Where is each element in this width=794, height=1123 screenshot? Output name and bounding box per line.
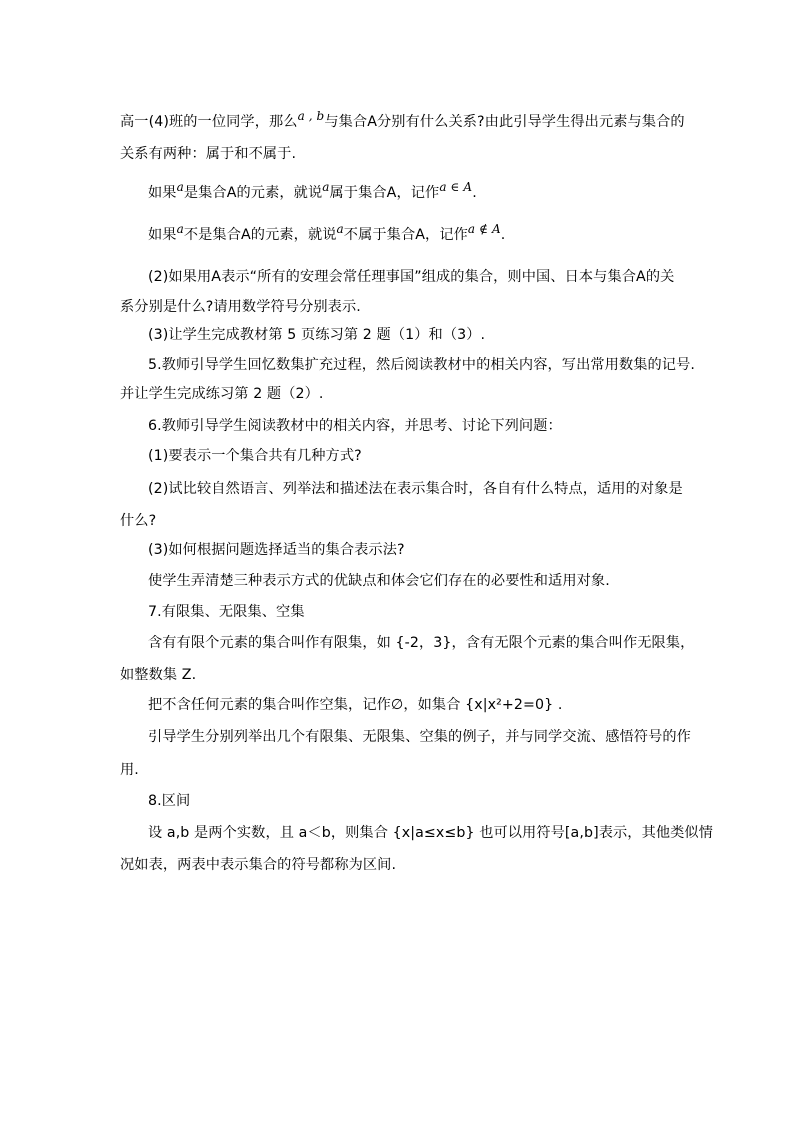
paragraph-line: 含有有限个元素的集合叫作有限集，如 {-2，3}，含有无限个元素的集合叫作无限集， [148, 635, 695, 651]
paragraph-line: 如整数集 Z. [120, 667, 197, 683]
math-symbol: a [322, 180, 330, 194]
paragraph-line: 引导学生分别列举出几个有限集、无限集、空集的例子，并与同学交流、感悟符号的作 [148, 729, 691, 745]
paragraph-line [120, 109, 685, 132]
paragraph-line: 5.教师引导学生回忆数集扩充过程，然后阅读教材中的相关内容，写出常用数集的记号. [148, 357, 695, 373]
paragraph-line [148, 180, 477, 203]
text-run: . [500, 227, 506, 243]
paragraph-line: 并让学生完成练习第 2 题（2）. [120, 386, 324, 402]
text-run: 如果 [148, 227, 177, 243]
section-heading: 7.有限集、无限集、空集 [148, 604, 305, 620]
paragraph-line: (2)试比较自然语言、列举法和描述法在表示集合时，各自有什么特点，适用的对象是 [148, 481, 683, 497]
text-run: 不属于集合A，记作 [343, 227, 468, 243]
text-run: 不是集合A的元素，就说 [183, 227, 337, 243]
paragraph-line: 用. [120, 762, 139, 778]
math-symbol: a , b [297, 109, 325, 123]
paragraph-line: 使学生弄清楚三种表示方式的优缺点和体会它们存在的必要性和适用对象. [148, 573, 610, 589]
paragraph-line: (1)要表示一个集合共有几种方式? [148, 448, 362, 464]
paragraph-line: 什么? [120, 513, 157, 529]
text-run: 与集合A分别有什么关系?由此引导学生得出元素与集合的 [324, 114, 685, 130]
paragraph-line: 关系有两种：属于和不属于. [120, 146, 297, 162]
section-heading: 8.区间 [148, 793, 191, 809]
paragraph-line: 把不含任何元素的集合叫作空集，记作∅，如集合 {x|x²+2=0} . [148, 697, 563, 713]
text-run: 属于集合A，记作 [329, 185, 440, 201]
paragraph-line: (2)如果用A表示“所有的安理会常任理事国”组成的集合，则中国、日本与集合A的关 [148, 269, 675, 285]
paragraph-line: 系分别是什么?请用数学符号分别表示. [120, 299, 361, 315]
math-symbol: a [176, 222, 184, 236]
text-run: 是集合A的元素，就说 [183, 185, 323, 201]
text-run: 如果 [148, 185, 177, 201]
paragraph-line [148, 222, 506, 245]
paragraph-line: 6.教师引导学生阅读教材中的相关内容，并思考、讨论下列问题： [148, 418, 562, 434]
math-symbol: a ∉ A [467, 222, 501, 236]
paragraph-line: 况如表，两表中表示集合的符号都称为区间. [120, 857, 397, 873]
paragraph-line: (3)让学生完成教材第 5 页练习第 2 题（1）和（3）. [148, 327, 486, 343]
math-symbol: a [176, 180, 184, 194]
math-symbol: a ∈ A [439, 180, 473, 194]
text-run: 高一(4)班的一位同学，那么 [120, 114, 298, 130]
paragraph-line: 设 a,b 是两个实数，且 a＜b，则集合 {x|a≤x≤b} 也可以用符号[a,b]表示，其他类似情 [148, 825, 714, 841]
paragraph-line: (3)如何根据问题选择适当的集合表示法? [148, 542, 405, 558]
text-run: . [472, 185, 477, 201]
math-symbol: a [336, 222, 344, 236]
